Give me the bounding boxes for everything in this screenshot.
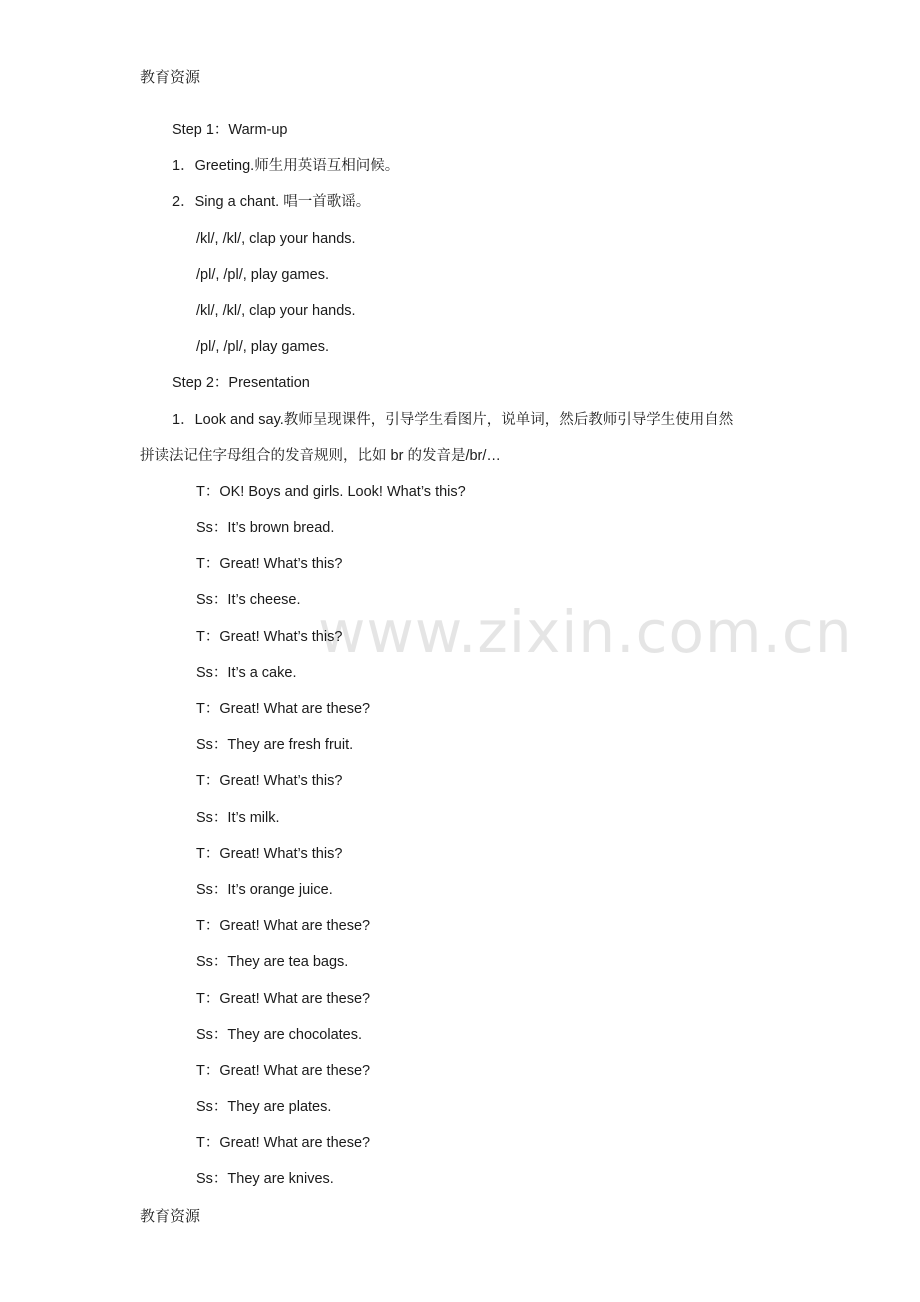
dialogue-line: T：Great! What are these? xyxy=(196,701,371,717)
step-heading: Step 2：Presentation xyxy=(172,375,310,392)
dialogue-line: T：Great! What are these? xyxy=(196,918,371,935)
dialogue-line: T：Great! What are these? xyxy=(196,1062,371,1079)
dialogue-line: T：Great! What are these? xyxy=(196,1135,371,1152)
paragraph-line: 拼读法记住字母组合的发音规则，比如 br 的发音是/br/… xyxy=(140,447,501,464)
dialogue-line: Ss：It’s brown bread. xyxy=(196,520,335,537)
chant-line: /pl/, /pl/, play games. xyxy=(196,266,329,283)
dialogue-line: Ss：They are chocolates. xyxy=(196,1026,363,1043)
dialogue-line: Ss：It’s cheese. xyxy=(196,592,301,609)
dialogue-line: T：OK! Boys and girls. Look! What’s this? xyxy=(196,483,466,500)
dialogue-line: Ss：They are plates. xyxy=(196,1099,332,1116)
dialogue-line: Ss：It’s a cake. xyxy=(196,664,297,681)
dialogue-line: T：Great! What’s this? xyxy=(196,845,343,862)
document-body xyxy=(140,120,790,1206)
list-item: 1．Greeting.师生用英语互相问候。 xyxy=(172,158,400,175)
paragraph-line: 1．Look and say.教师呈现课件，引导学生看图片，说单词，然后教师引导学生使用自然 xyxy=(172,411,734,428)
dialogue-line: T：Great! What’s this? xyxy=(196,773,343,790)
dialogue xyxy=(140,482,790,1206)
page-footer: 教育资源 xyxy=(140,1208,201,1225)
list-item: 2．Sing a chant. 唱一首歌谣。 xyxy=(172,194,371,211)
dialogue-line: T：Great! What’s this? xyxy=(196,628,343,645)
dialogue-line: Ss：They are tea bags. xyxy=(196,954,349,971)
watermark: www.zixin.com.cn xyxy=(318,598,853,666)
dialogue-line: T：Great! What’s this? xyxy=(196,556,343,573)
dialogue-line: Ss：It’s orange juice. xyxy=(196,881,333,898)
dialogue-line: T：Great! What are these? xyxy=(196,990,371,1007)
page-header: 教育资源 xyxy=(140,69,201,86)
dialogue-line: Ss：They are knives. xyxy=(196,1171,334,1188)
dialogue-line: Ss：They are fresh fruit. xyxy=(196,737,354,754)
paragraph xyxy=(140,410,790,482)
chant-line: /pl/, /pl/, play games. xyxy=(196,339,329,356)
chant-line: /kl/, /kl/, clap your hands. xyxy=(196,230,356,247)
chant-line: /kl/, /kl/, clap your hands. xyxy=(196,302,356,319)
step-heading: Step 1：Warm-up xyxy=(172,122,288,138)
dialogue-line: Ss：It’s milk. xyxy=(196,809,280,826)
